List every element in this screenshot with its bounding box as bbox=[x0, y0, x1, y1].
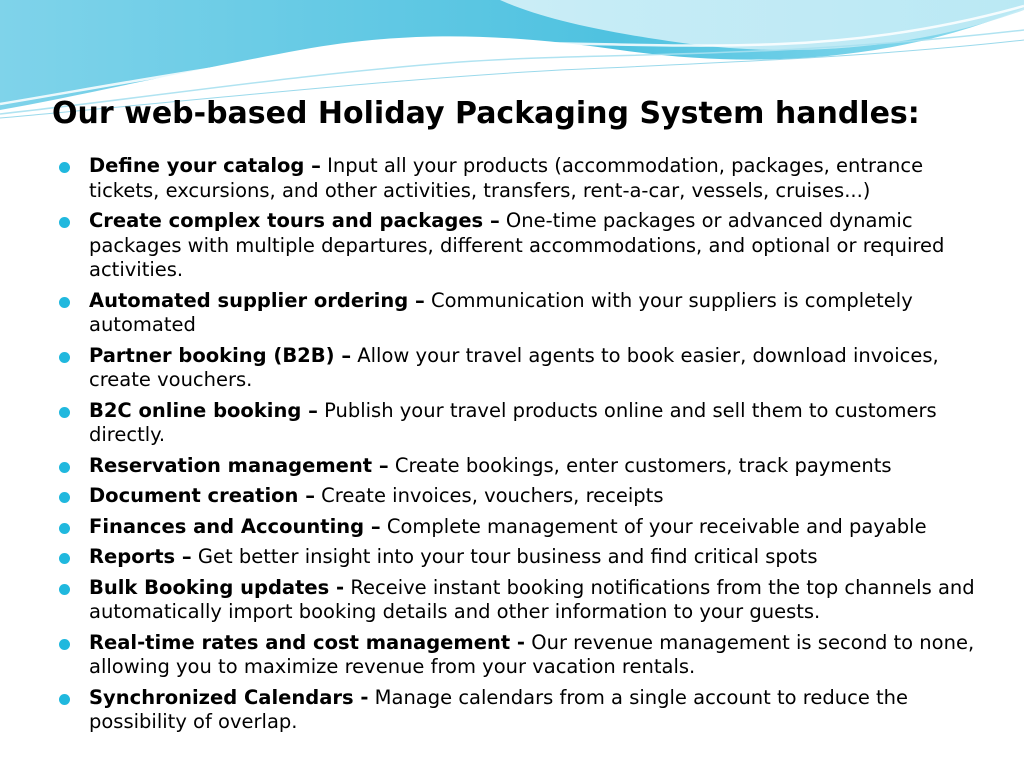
bullet-dot-icon bbox=[59, 162, 70, 173]
list-item bbox=[58, 209, 988, 283]
feature-term: Reservation management – bbox=[89, 453, 389, 477]
slide-title: Our web-based Holiday Packaging System handles: bbox=[52, 96, 920, 131]
feature-description: Create invoices, vouchers, receipts bbox=[321, 484, 664, 507]
bullet-dot-icon bbox=[59, 297, 70, 308]
feature-term: Automated supplier ordering – bbox=[89, 288, 425, 312]
feature-description: Publish your travel products online and sell them to customers directly. bbox=[89, 398, 937, 446]
feature-description: Complete management of your receivable and payable bbox=[386, 514, 927, 538]
list-item bbox=[58, 545, 988, 570]
feature-term: Finances and Accounting – bbox=[89, 514, 381, 538]
feature-description: Manage calendars from a single account to reduce the possibility of overlap. bbox=[89, 685, 909, 733]
bullet-dot-icon bbox=[59, 584, 70, 595]
feature-description: Get better insight into your tour business and find critical spots bbox=[197, 545, 818, 568]
feature-description: Input all your products (accommodation, packages, entrance tickets, excursions, and other activities, transfers, rent-a-car, vessels, cruises...) bbox=[89, 154, 924, 202]
bullet-dot-icon bbox=[59, 352, 70, 363]
list-item bbox=[58, 454, 988, 479]
feature-term: Create complex tours and packages – bbox=[89, 209, 500, 232]
feature-description: Receive instant booking notifications from the top channels and automatically import booking details and other information to your guests. bbox=[89, 575, 975, 623]
feature-description: Communication with your suppliers is completely automated bbox=[89, 288, 913, 336]
feature-term: B2C online booking – bbox=[89, 398, 318, 422]
list-item bbox=[58, 515, 988, 540]
feature-term: Real-time rates and cost management - bbox=[89, 630, 526, 654]
bullet-dot-icon bbox=[59, 462, 70, 473]
list-item bbox=[58, 399, 988, 448]
bullet-dot-icon bbox=[59, 639, 70, 650]
feature-description: One-time packages or advanced dynamic packages with multiple departures, different accommodations, and optional or required activities. bbox=[89, 209, 945, 281]
list-item bbox=[58, 289, 988, 338]
feature-term: Partner booking (B2B) – bbox=[89, 343, 352, 367]
feature-description: Our revenue management is second to none, allowing you to maximize revenue from your vacation rentals. bbox=[89, 630, 975, 678]
bullet-dot-icon bbox=[59, 407, 70, 418]
list-item bbox=[58, 686, 988, 735]
feature-term: Document creation – bbox=[89, 484, 315, 507]
feature-description: Allow your travel agents to book easier, download invoices, create vouchers. bbox=[89, 343, 939, 391]
list-item bbox=[58, 484, 988, 509]
feature-list bbox=[58, 154, 988, 741]
list-item bbox=[58, 154, 988, 203]
feature-term: Define your catalog – bbox=[89, 154, 321, 177]
bullet-dot-icon bbox=[59, 492, 70, 503]
feature-term: Reports – bbox=[89, 545, 192, 568]
list-item bbox=[58, 576, 988, 625]
feature-term: Bulk Booking updates - bbox=[89, 575, 345, 599]
bullet-dot-icon bbox=[59, 523, 70, 534]
bullet-dot-icon bbox=[59, 217, 70, 228]
bullet-dot-icon bbox=[59, 553, 70, 564]
feature-description: Create bookings, enter customers, track payments bbox=[394, 453, 892, 477]
feature-term: Synchronized Calendars - bbox=[89, 685, 369, 709]
list-item bbox=[58, 631, 988, 680]
bullet-dot-icon bbox=[59, 694, 70, 705]
list-item bbox=[58, 344, 988, 393]
